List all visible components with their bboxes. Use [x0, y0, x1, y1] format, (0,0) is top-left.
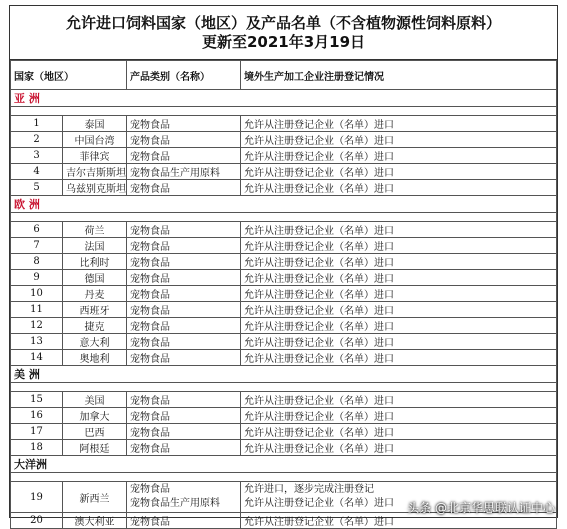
spacer-cell	[11, 213, 557, 222]
header-country: 国家（地区）	[11, 61, 127, 90]
row-number: 7	[11, 238, 63, 254]
row-number: 8	[11, 254, 63, 270]
registration-status: 允许从注册登记企业（名单）进口	[241, 302, 557, 318]
table-row	[11, 440, 557, 456]
country-name: 荷兰	[63, 222, 127, 238]
row-number: 20	[11, 513, 63, 529]
country-name: 阿根廷	[63, 440, 127, 456]
registration-status: 允许从注册登记企业（名单）进口	[241, 334, 557, 350]
registration-status: 允许从注册登记企业（名单）进口	[241, 222, 557, 238]
status-line: 允许从注册登记企业（名单）进口	[244, 498, 394, 509]
registration-status: 允许从注册登记企业（名单）进口	[241, 148, 557, 164]
product-category: 宠物食品	[127, 116, 241, 132]
table-row	[11, 164, 557, 180]
region-row	[11, 90, 557, 107]
region-label: 美 洲	[11, 366, 557, 383]
table-row	[11, 350, 557, 366]
table-row	[11, 132, 557, 148]
row-number: 14	[11, 350, 63, 366]
table-row	[11, 254, 557, 270]
spacer-row	[11, 213, 557, 222]
table-row	[11, 334, 557, 350]
row-number: 12	[11, 318, 63, 334]
product-category: 宠物食品	[127, 408, 241, 424]
product-line: 宠物食品生产用原料	[130, 498, 220, 509]
registration-status: 允许从注册登记企业（名单）进口	[241, 116, 557, 132]
row-number: 18	[11, 440, 63, 456]
country-name: 德国	[63, 270, 127, 286]
product-category: 宠物食品	[127, 302, 241, 318]
country-name: 意大利	[63, 334, 127, 350]
region-label: 大洋洲	[11, 456, 557, 473]
row-number: 13	[11, 334, 63, 350]
product-category: 宠物食品	[127, 286, 241, 302]
region-label: 亚 洲	[11, 90, 557, 107]
row-number: 9	[11, 270, 63, 286]
title-line-1: 允许进口饲料国家（地区）及产品名单（不含植物源性饲料原料）	[65, 14, 501, 32]
spacer-cell	[11, 107, 557, 116]
product-category: 宠物食品	[127, 148, 241, 164]
row-number: 16	[11, 408, 63, 424]
row-number: 1	[11, 116, 63, 132]
region-label: 欧 洲	[11, 196, 557, 213]
spacer-row	[11, 107, 557, 116]
spacer-row	[11, 383, 557, 392]
table-row	[11, 392, 557, 408]
country-name: 中国台湾	[63, 132, 127, 148]
country-name: 泰国	[63, 116, 127, 132]
row-number: 5	[11, 180, 63, 196]
product-category: 宠物食品	[127, 318, 241, 334]
region-row	[11, 196, 557, 213]
registration-status: 允许从注册登记企业（名单）进口	[241, 254, 557, 270]
row-number: 17	[11, 424, 63, 440]
country-name: 法国	[63, 238, 127, 254]
country-name: 菲律宾	[63, 148, 127, 164]
watermark: 头条 @北京华思联认证中心	[407, 501, 555, 515]
table-row	[11, 286, 557, 302]
product-category: 宠物食品	[127, 270, 241, 286]
registration-status: 允许从注册登记企业（名单）进口	[241, 286, 557, 302]
table-row	[11, 116, 557, 132]
registration-status: 允许从注册登记企业（名单）进口	[241, 180, 557, 196]
country-name: 丹麦	[63, 286, 127, 302]
table-header-row	[11, 61, 557, 90]
registration-status: 允许从注册登记企业（名单）进口	[241, 392, 557, 408]
document-title	[10, 6, 557, 60]
country-product-table	[10, 60, 557, 529]
row-number: 10	[11, 286, 63, 302]
row-number: 11	[11, 302, 63, 318]
country-name: 澳大利亚	[63, 513, 127, 529]
registration-status: 允许从注册登记企业（名单）进口	[241, 350, 557, 366]
row-number: 19	[11, 482, 63, 513]
registration-status: 允许从注册登记企业（名单）进口	[241, 164, 557, 180]
registration-status: 允许从注册登记企业（名单）进口	[241, 132, 557, 148]
table-row	[11, 148, 557, 164]
country-name: 比利时	[63, 254, 127, 270]
header-product: 产品类别（名称）	[127, 61, 241, 90]
registration-status: 允许从注册登记企业（名单）进口	[241, 408, 557, 424]
product-category: 宠物食品	[127, 180, 241, 196]
table-row	[11, 270, 557, 286]
spacer-cell	[11, 473, 557, 482]
product-category: 宠物食品	[127, 132, 241, 148]
product-category	[127, 482, 241, 513]
document-frame	[9, 5, 558, 528]
registration-status: 允许从注册登记企业（名单）进口	[241, 270, 557, 286]
product-category: 宠物食品	[127, 392, 241, 408]
product-category: 宠物食品	[127, 424, 241, 440]
table-row	[11, 302, 557, 318]
status-line: 允许进口，逐步完成注册登记	[244, 484, 374, 495]
spacer-cell	[11, 383, 557, 392]
region-row	[11, 366, 557, 383]
registration-status: 允许从注册登记企业（名单）进口	[241, 440, 557, 456]
table-row	[11, 318, 557, 334]
table-row	[11, 222, 557, 238]
country-name: 美国	[63, 392, 127, 408]
row-number: 3	[11, 148, 63, 164]
table-row	[11, 180, 557, 196]
row-number: 15	[11, 392, 63, 408]
country-name: 巴西	[63, 424, 127, 440]
product-category: 宠物食品	[127, 440, 241, 456]
product-category: 宠物食品	[127, 513, 241, 529]
registration-status: 允许从注册登记企业（名单）进口	[241, 513, 557, 529]
product-category: 宠物食品	[127, 222, 241, 238]
country-name: 乌兹别克斯坦	[63, 180, 127, 196]
row-number: 4	[11, 164, 63, 180]
country-name: 新西兰	[63, 482, 127, 513]
country-name: 吉尔吉斯斯坦	[63, 164, 127, 180]
spacer-row	[11, 473, 557, 482]
country-name: 奥地利	[63, 350, 127, 366]
row-number: 2	[11, 132, 63, 148]
product-category: 宠物食品	[127, 254, 241, 270]
product-category: 宠物食品	[127, 350, 241, 366]
table-row	[11, 408, 557, 424]
product-category: 宠物食品	[127, 334, 241, 350]
registration-status: 允许从注册登记企业（名单）进口	[241, 424, 557, 440]
region-row	[11, 456, 557, 473]
product-category: 宠物食品生产用原料	[127, 164, 241, 180]
registration-status: 允许从注册登记企业（名单）进口	[241, 238, 557, 254]
title-line-2: 更新至2021年3月19日	[201, 33, 366, 51]
row-number: 6	[11, 222, 63, 238]
product-line: 宠物食品	[130, 484, 170, 495]
table-row	[11, 238, 557, 254]
registration-status: 允许从注册登记企业（名单）进口	[241, 318, 557, 334]
header-status: 境外生产加工企业注册登记情况	[241, 61, 557, 90]
country-name: 捷克	[63, 318, 127, 334]
country-name: 加拿大	[63, 408, 127, 424]
country-name: 西班牙	[63, 302, 127, 318]
product-category: 宠物食品	[127, 238, 241, 254]
table-row	[11, 424, 557, 440]
